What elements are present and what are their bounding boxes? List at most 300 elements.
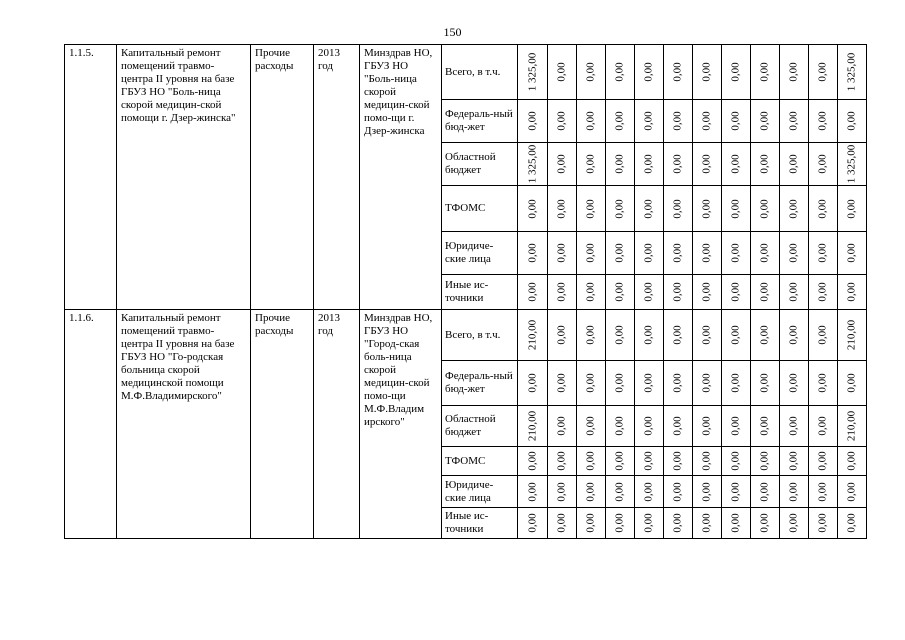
item-executor: Минздрав НО, ГБУЗ НО "Боль-ница скорой медицин-ской помо-щи г. Дзер-жинска [360, 45, 442, 310]
amount-cell [606, 406, 635, 447]
amount-value: 0,00 [671, 451, 684, 471]
amount-cell [635, 508, 664, 539]
amount-cell [548, 45, 577, 100]
amount-value: 0,00 [555, 243, 568, 263]
amount-value: 0,00 [613, 111, 626, 131]
amount-value: 0,00 [613, 282, 626, 302]
amount-value: 0,00 [700, 451, 713, 471]
amount-value: 0,00 [787, 198, 800, 219]
amount-cell [606, 447, 635, 476]
amount-cell [838, 232, 867, 275]
amount-value: 0,00 [584, 282, 597, 302]
item-code: 1.1.5. [65, 45, 117, 310]
amount-value: 0,00 [816, 513, 829, 533]
amount-cell [780, 143, 809, 186]
amount-value: 0,00 [671, 416, 684, 436]
amount-value: 210,00 [526, 319, 538, 351]
amount-cell [518, 275, 548, 310]
amount-cell [751, 45, 780, 100]
item-year: 2013 год [314, 45, 360, 310]
amount-cell [635, 447, 664, 476]
amount-value: 1 325,00 [526, 52, 538, 92]
amount-cell [838, 45, 867, 100]
funding-source-label: Всего, в т.ч. [442, 310, 518, 361]
amount-cell [518, 361, 548, 406]
amount-cell [606, 476, 635, 508]
amount-cell [606, 186, 635, 232]
amount-value: 0,00 [816, 325, 829, 345]
amount-cell [809, 232, 838, 275]
amount-value: 0,00 [758, 111, 771, 131]
amount-cell [635, 45, 664, 100]
amount-value: 0,00 [758, 451, 771, 471]
item-executor: Минздрав НО, ГБУЗ НО "Город-ская боль-ница скорой медицин-ской помо-щи М.Ф.Владим ирского" [360, 310, 442, 539]
amount-value: 0,00 [671, 481, 684, 502]
amount-cell [751, 447, 780, 476]
amount-value: 0,00 [584, 62, 597, 82]
amount-cell [751, 100, 780, 143]
amount-cell [606, 100, 635, 143]
amount-value: 0,00 [787, 154, 800, 174]
amount-cell [635, 186, 664, 232]
amount-cell [606, 508, 635, 539]
amount-cell [780, 447, 809, 476]
amount-value: 0,00 [700, 62, 713, 82]
amount-value: 0,00 [787, 513, 800, 533]
amount-value: 0,00 [671, 373, 684, 393]
amount-cell [606, 310, 635, 361]
amount-value: 0,00 [613, 451, 626, 471]
amount-value: 0,00 [555, 451, 568, 471]
amount-cell [780, 310, 809, 361]
amount-value: 0,00 [671, 198, 684, 219]
amount-cell [606, 361, 635, 406]
amount-cell [751, 406, 780, 447]
amount-value: 0,00 [526, 111, 538, 131]
amount-value: 0,00 [729, 481, 742, 502]
amount-value: 1 325,00 [526, 144, 538, 184]
amount-cell [809, 45, 838, 100]
amount-value: 0,00 [613, 154, 626, 174]
amount-value: 0,00 [584, 451, 597, 471]
amount-cell [577, 476, 606, 508]
amount-cell [722, 100, 751, 143]
amount-value: 0,00 [613, 416, 626, 436]
amount-cell [722, 406, 751, 447]
amount-value: 0,00 [642, 198, 655, 219]
amount-value: 0,00 [555, 513, 568, 533]
amount-cell [693, 45, 722, 100]
amount-value: 0,00 [729, 198, 742, 219]
amount-cell [838, 186, 867, 232]
amount-cell [518, 406, 548, 447]
amount-value: 0,00 [700, 243, 713, 263]
amount-cell [577, 275, 606, 310]
amount-value: 0,00 [729, 243, 742, 263]
amount-value: 0,00 [642, 111, 655, 131]
amount-value: 0,00 [555, 154, 568, 174]
funding-source-label: ТФОМС [442, 186, 518, 232]
amount-cell [838, 508, 867, 539]
amount-value: 0,00 [845, 373, 858, 393]
amount-cell [548, 508, 577, 539]
amount-value: 0,00 [555, 198, 568, 219]
funding-source-label: Иные ис-точники [442, 275, 518, 310]
amount-cell [722, 186, 751, 232]
amount-value: 0,00 [555, 62, 568, 82]
amount-cell [635, 361, 664, 406]
amount-cell [577, 143, 606, 186]
amount-cell [635, 406, 664, 447]
amount-cell [693, 476, 722, 508]
amount-value: 0,00 [845, 481, 858, 502]
amount-cell [693, 186, 722, 232]
amount-value: 0,00 [845, 451, 858, 471]
amount-value: 0,00 [787, 325, 800, 345]
amount-cell [722, 447, 751, 476]
amount-value: 0,00 [526, 481, 538, 502]
amount-cell [693, 100, 722, 143]
amount-value: 0,00 [613, 481, 626, 502]
amount-cell [838, 447, 867, 476]
amount-cell [664, 447, 693, 476]
item-name: Капитальный ремонт помещений травмо-центра II уровня на базе ГБУЗ НО "Боль-ница скорой медицин-ской помощи г. Дзер-жинска" [117, 45, 251, 310]
amount-cell [664, 45, 693, 100]
amount-cell [606, 275, 635, 310]
amount-cell [809, 476, 838, 508]
amount-value: 0,00 [584, 154, 597, 174]
amount-cell [548, 275, 577, 310]
amount-value: 0,00 [526, 198, 538, 219]
amount-value: 210,00 [845, 410, 858, 442]
funding-source-label: Федераль-ный бюд-жет [442, 361, 518, 406]
amount-cell [780, 232, 809, 275]
amount-cell [693, 406, 722, 447]
amount-value: 0,00 [671, 111, 684, 131]
budget-table [64, 44, 867, 539]
amount-value: 0,00 [584, 373, 597, 393]
amount-cell [809, 143, 838, 186]
amount-cell [606, 143, 635, 186]
amount-value: 0,00 [816, 416, 829, 436]
amount-cell [780, 275, 809, 310]
amount-value: 0,00 [729, 154, 742, 174]
amount-value: 0,00 [758, 243, 771, 263]
amount-value: 0,00 [671, 243, 684, 263]
amount-value: 0,00 [816, 198, 829, 219]
amount-cell [548, 447, 577, 476]
amount-value: 0,00 [758, 513, 771, 533]
amount-cell [548, 476, 577, 508]
amount-cell [722, 310, 751, 361]
amount-value: 0,00 [700, 282, 713, 302]
amount-value: 0,00 [555, 416, 568, 436]
amount-cell [664, 100, 693, 143]
amount-value: 0,00 [642, 325, 655, 345]
amount-cell [664, 232, 693, 275]
amount-value: 0,00 [816, 62, 829, 82]
amount-value: 0,00 [758, 416, 771, 436]
amount-cell [780, 406, 809, 447]
amount-cell [693, 310, 722, 361]
amount-value: 0,00 [642, 416, 655, 436]
amount-cell [809, 361, 838, 406]
amount-value: 0,00 [729, 451, 742, 471]
amount-cell [809, 310, 838, 361]
amount-value: 0,00 [845, 198, 858, 219]
amount-cell [518, 310, 548, 361]
amount-cell [635, 310, 664, 361]
amount-value: 0,00 [584, 198, 597, 219]
amount-cell [577, 361, 606, 406]
amount-cell [635, 100, 664, 143]
amount-cell [751, 232, 780, 275]
amount-value: 0,00 [555, 111, 568, 131]
item-name: Капитальный ремонт помещений травмо-центра II уровня на базе ГБУЗ НО "Го-родская больница скорой медицинской помощи М.Ф.Владимирского" [117, 310, 251, 539]
funding-source-label: Иные ис-точники [442, 508, 518, 539]
amount-cell [664, 310, 693, 361]
amount-value: 0,00 [729, 325, 742, 345]
amount-cell [606, 232, 635, 275]
amount-cell [518, 447, 548, 476]
amount-value: 0,00 [845, 282, 858, 302]
amount-value: 0,00 [642, 62, 655, 82]
amount-cell [722, 143, 751, 186]
amount-value: 210,00 [845, 319, 858, 351]
amount-value: 0,00 [613, 513, 626, 533]
amount-value: 0,00 [816, 154, 829, 174]
expense-type: Прочие расходы [251, 310, 314, 539]
amount-value: 0,00 [613, 243, 626, 263]
amount-cell [577, 232, 606, 275]
amount-cell [664, 508, 693, 539]
amount-cell [809, 186, 838, 232]
amount-value: 0,00 [700, 154, 713, 174]
amount-cell [722, 476, 751, 508]
amount-value: 0,00 [787, 243, 800, 263]
amount-cell [664, 186, 693, 232]
amount-value: 0,00 [758, 62, 771, 82]
page-number: 150 [443, 25, 462, 39]
amount-cell [751, 310, 780, 361]
funding-source-label: Всего, в т.ч. [442, 45, 518, 100]
amount-cell [548, 100, 577, 143]
amount-value: 0,00 [584, 513, 597, 533]
amount-cell [780, 100, 809, 143]
amount-cell [722, 361, 751, 406]
amount-cell [693, 447, 722, 476]
amount-cell [693, 508, 722, 539]
amount-cell [751, 508, 780, 539]
amount-cell [838, 310, 867, 361]
amount-value: 0,00 [700, 325, 713, 345]
amount-value: 0,00 [787, 373, 800, 393]
amount-cell [548, 406, 577, 447]
amount-cell [693, 232, 722, 275]
amount-value: 210,00 [526, 410, 538, 442]
amount-value: 1 325,00 [845, 52, 858, 92]
amount-cell [838, 275, 867, 310]
amount-cell [722, 275, 751, 310]
amount-cell [809, 447, 838, 476]
amount-value: 0,00 [642, 451, 655, 471]
amount-cell [664, 275, 693, 310]
amount-value: 0,00 [613, 62, 626, 82]
amount-cell [635, 232, 664, 275]
amount-cell [780, 186, 809, 232]
amount-value: 0,00 [584, 416, 597, 436]
amount-value: 0,00 [787, 62, 800, 82]
amount-value: 0,00 [671, 513, 684, 533]
amount-cell [518, 232, 548, 275]
amount-cell [838, 100, 867, 143]
funding-source-label: ТФОМС [442, 447, 518, 476]
amount-value: 0,00 [671, 62, 684, 82]
amount-value: 0,00 [787, 282, 800, 302]
funding-source-label: Юридиче-ские лица [442, 232, 518, 275]
amount-cell [780, 476, 809, 508]
amount-cell [518, 476, 548, 508]
amount-cell [693, 275, 722, 310]
amount-value: 0,00 [613, 373, 626, 393]
amount-cell [693, 143, 722, 186]
amount-value: 0,00 [758, 198, 771, 219]
funding-source-label: Федераль-ный бюд-жет [442, 100, 518, 143]
funding-source-label: Областной бюджет [442, 406, 518, 447]
amount-value: 0,00 [642, 154, 655, 174]
amount-value: 0,00 [787, 451, 800, 471]
item-code: 1.1.6. [65, 310, 117, 539]
amount-value: 0,00 [700, 198, 713, 219]
amount-value: 0,00 [845, 513, 858, 533]
amount-value: 0,00 [758, 325, 771, 345]
amount-cell [577, 186, 606, 232]
amount-cell [518, 100, 548, 143]
amount-cell [518, 186, 548, 232]
amount-value: 0,00 [555, 481, 568, 502]
amount-cell [751, 361, 780, 406]
amount-value: 0,00 [555, 373, 568, 393]
amount-value: 0,00 [787, 481, 800, 502]
amount-cell [518, 508, 548, 539]
amount-value: 0,00 [729, 111, 742, 131]
table-row [65, 310, 867, 361]
amount-cell [577, 447, 606, 476]
amount-value: 0,00 [700, 373, 713, 393]
amount-value: 0,00 [816, 373, 829, 393]
amount-value: 0,00 [526, 373, 538, 393]
amount-cell [838, 406, 867, 447]
amount-value: 0,00 [671, 282, 684, 302]
amount-cell [780, 361, 809, 406]
amount-cell [751, 476, 780, 508]
amount-value: 0,00 [584, 481, 597, 502]
amount-cell [809, 100, 838, 143]
amount-cell [548, 143, 577, 186]
amount-cell [577, 310, 606, 361]
amount-cell [548, 361, 577, 406]
amount-value: 0,00 [613, 198, 626, 219]
amount-value: 0,00 [845, 111, 858, 131]
amount-cell [780, 508, 809, 539]
amount-value: 0,00 [671, 325, 684, 345]
amount-cell [664, 476, 693, 508]
funding-source-label: Юридиче-ские лица [442, 476, 518, 508]
amount-value: 0,00 [787, 416, 800, 436]
amount-value: 0,00 [816, 243, 829, 263]
expense-type: Прочие расходы [251, 45, 314, 310]
amount-cell [722, 508, 751, 539]
amount-value: 0,00 [642, 282, 655, 302]
amount-value: 0,00 [845, 243, 858, 263]
amount-cell [838, 476, 867, 508]
amount-cell [693, 361, 722, 406]
amount-cell [577, 406, 606, 447]
amount-value: 0,00 [787, 111, 800, 131]
amount-value: 1 325,00 [845, 144, 858, 184]
amount-cell [606, 45, 635, 100]
amount-value: 0,00 [816, 451, 829, 471]
amount-value: 0,00 [729, 282, 742, 302]
amount-value: 0,00 [526, 282, 538, 302]
amount-cell [838, 143, 867, 186]
amount-value: 0,00 [555, 325, 568, 345]
amount-cell [809, 406, 838, 447]
amount-value: 0,00 [671, 154, 684, 174]
amount-cell [838, 361, 867, 406]
amount-cell [664, 406, 693, 447]
amount-cell [635, 143, 664, 186]
item-year: 2013 год [314, 310, 360, 539]
amount-cell [751, 275, 780, 310]
amount-cell [577, 100, 606, 143]
amount-value: 0,00 [642, 481, 655, 502]
amount-value: 0,00 [700, 111, 713, 131]
amount-cell [518, 45, 548, 100]
amount-cell [577, 45, 606, 100]
amount-value: 0,00 [584, 243, 597, 263]
amount-cell [751, 143, 780, 186]
amount-cell [635, 275, 664, 310]
amount-value: 0,00 [700, 416, 713, 436]
amount-value: 0,00 [700, 481, 713, 502]
funding-source-label: Областной бюджет [442, 143, 518, 186]
amount-value: 0,00 [642, 243, 655, 263]
amount-cell [780, 45, 809, 100]
amount-value: 0,00 [642, 513, 655, 533]
amount-value: 0,00 [584, 111, 597, 131]
amount-value: 0,00 [729, 416, 742, 436]
table-row [65, 45, 867, 100]
amount-value: 0,00 [758, 282, 771, 302]
amount-value: 0,00 [758, 481, 771, 502]
amount-value: 0,00 [642, 373, 655, 393]
amount-cell [518, 143, 548, 186]
amount-value: 0,00 [555, 282, 568, 302]
amount-cell [548, 310, 577, 361]
amount-value: 0,00 [584, 325, 597, 345]
amount-value: 0,00 [729, 62, 742, 82]
amount-value: 0,00 [700, 513, 713, 533]
amount-cell [809, 508, 838, 539]
amount-value: 0,00 [526, 513, 538, 533]
amount-value: 0,00 [729, 373, 742, 393]
amount-value: 0,00 [729, 513, 742, 533]
amount-value: 0,00 [758, 373, 771, 393]
amount-value: 0,00 [758, 154, 771, 174]
amount-value: 0,00 [816, 282, 829, 302]
amount-value: 0,00 [816, 111, 829, 131]
